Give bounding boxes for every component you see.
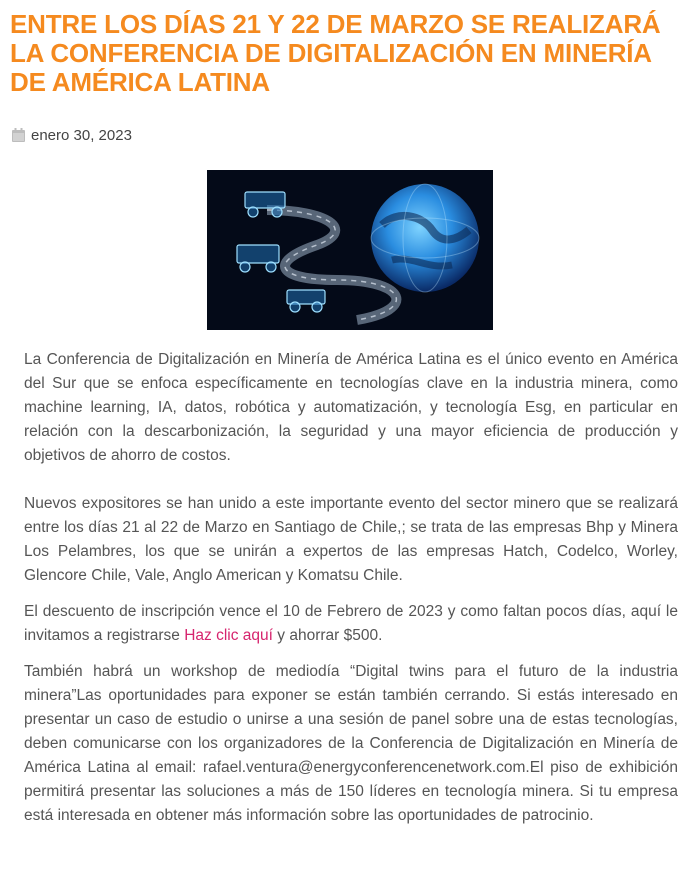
paragraph: También habrá un workshop de mediodía “Digital twins para el futuro de la industria minera”Las oportunidades para exponer se están también cerrando. Si estás interesado en presentar un caso de estudio o unirse a una sesión de panel sobre una de estas tecnologías, deben comunicarse con los organizadores de la Conferencia de Digitalización en Minería de América Latina al email: rafael.ventura@energyconferencenetwork.com.El piso de exhibición permitirá presentar las soluciones a más de 150 líderes en tecnología minera. Si tu empresa está interesada en obtener más información sobre las oportunidades de patrocinio. <box>24 663 678 824</box>
register-link[interactable]: Haz clic aquí <box>184 627 273 644</box>
article-body <box>24 348 678 828</box>
hero-image <box>207 170 493 330</box>
article-title: ENTRE LOS DÍAS 21 Y 22 DE MARZO SE REALIZARÁ LA CONFERENCIA DE DIGITALIZACIÓN EN MINERÍA DE AMÉRICA LATINA <box>10 9 661 97</box>
registration-text-end: y ahorrar $500. <box>272 627 383 644</box>
post-date <box>12 124 132 146</box>
calendar-icon <box>12 128 25 142</box>
post-date-text: enero 30, 2023 <box>31 126 132 144</box>
paragraph: La Conferencia de Digitalización en Minería de América Latina es el único evento en América del Sur que se enfoca específicamente en tecnologías clave en la industria minera, como machine learning, IA, datos, robótica y automatización, y tecnología Esg, en particular en relación con la descarbonización, la seguridad y una mayor eficiencia de producción y objetivos de ahorro de costos. <box>24 351 678 464</box>
registration-text: El descuento de inscripción vence el 10 de Febrero de 2023 y como faltan pocos días, aquí le invitamos a registrarse <box>24 603 678 644</box>
paragraph-registration <box>24 600 678 648</box>
paragraph: Nuevos expositores se han unido a este importante evento del sector minero que se realizará entre los días 21 al 22 de Marzo en Santiago de Chile,; se trata de las empresas Bhp y Minera Los Pelambres, los que se unirán a expertos de las empresas Hatch, Codelco, Worley, Glencore Chile, Vale, Anglo American y Komatsu Chile. <box>24 495 678 584</box>
